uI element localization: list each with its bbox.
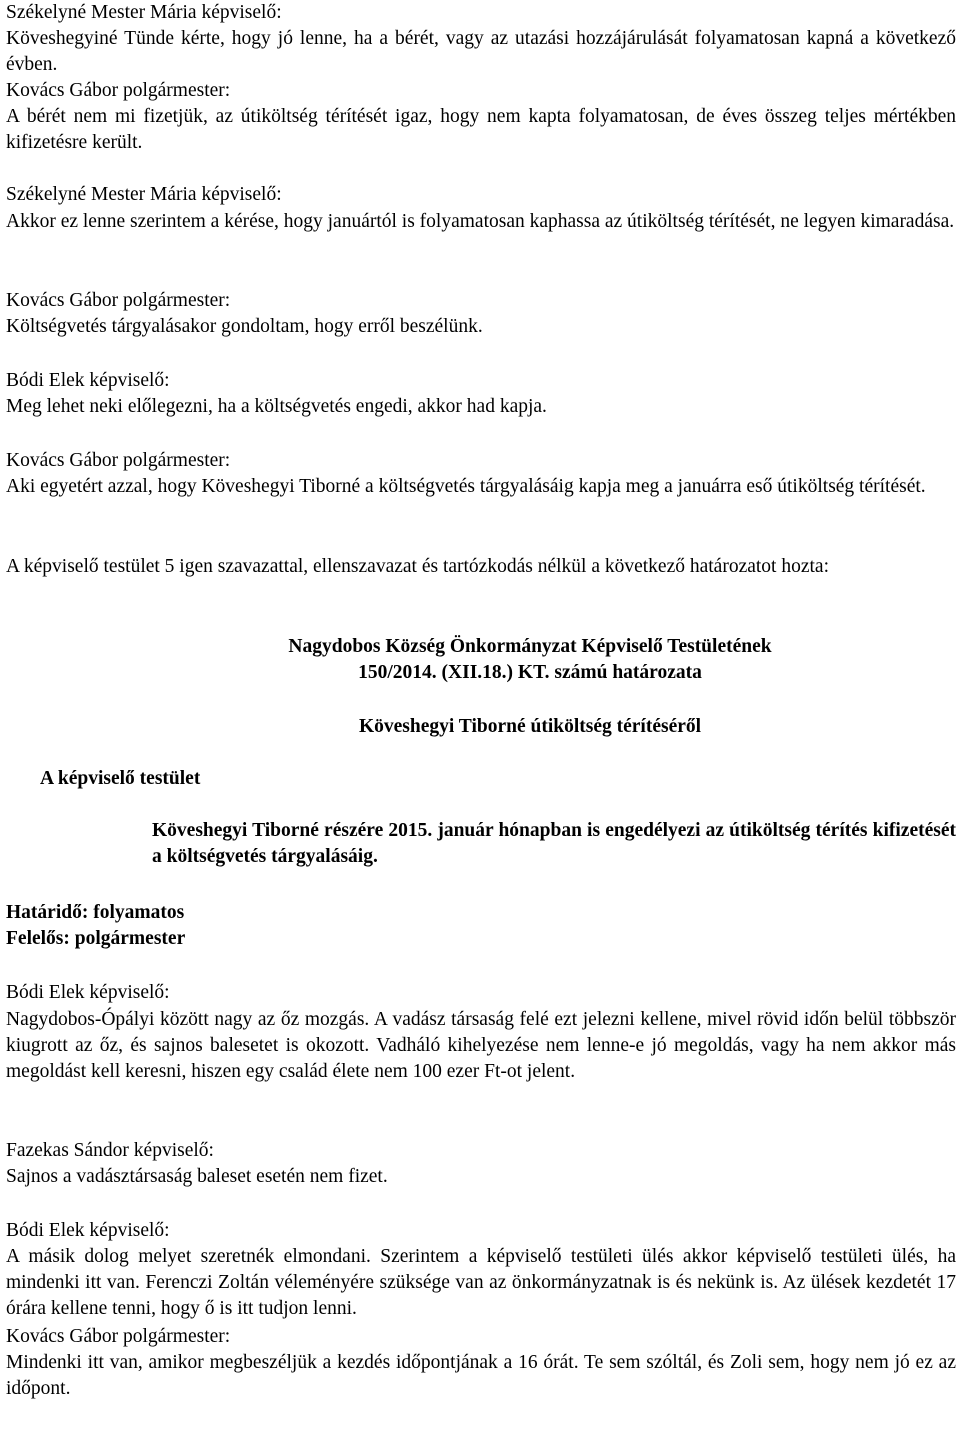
speaker-label: Bódi Elek képviselő: — [6, 982, 170, 1003]
speech-text: Köveshegyiné Tünde kérte, hogy jó lenne, ha a bérét, vagy az utazási hozzájárulását folyamatosan kapná a következő évben. — [6, 28, 956, 75]
speaker-label: Kovács Gábor polgármester: — [6, 1326, 231, 1347]
speech-text: A másik dolog melyet szeretnék elmondani. Szerintem a képviselő testületi ülés akkor képviselő testületi ülés, ha mindenki itt van. Ferenczi Zoltán véleményére szüksége van az önkormányzatnak is és nekünk is. Az ülések kezdetét 17 órára kellene tenni, hogy ő is itt tudjon lenni. — [6, 1246, 956, 1319]
speaker-label: Kovács Gábor polgármester: — [6, 450, 231, 471]
speech-text: A bérét nem mi fizetjük, az útiköltség térítését igaz, hogy nem kapta folyamatosan, de éves összeg teljes mértékben kifizetésre került. — [6, 106, 956, 153]
speaker-label: Fazekas Sándor képviselő: — [6, 1140, 214, 1161]
resolution-subject: Köveshegyi Tiborné útiköltség térítéséről — [358, 716, 702, 737]
speech-text: Akkor ez lenne szerintem a kérése, hogy januártól is folyamatosan kaphassa az útiköltség térítését, ne legyen kimaradása. — [6, 211, 955, 232]
vote-statement: A képviselő testület 5 igen szavazattal, ellenszavazat és tartózkodás nélkül a következő határozatot hozta: — [6, 556, 829, 577]
speaker-label: Bódi Elek képviselő: — [6, 1220, 170, 1241]
speech-text: Költségvetés tárgyalásakor gondoltam, hogy erről beszélünk. — [6, 316, 483, 337]
speech-text: Mindenki itt van, amikor megbeszéljük a kezdés időpontjának a 16 órát. Te sem szóltál, és Zoli sem, hogy nem jó ez az időpont. — [6, 1352, 956, 1399]
speaker-label: Kovács Gábor polgármester: — [6, 80, 231, 101]
speech-text: Sajnos a vadásztársaság baleset esetén nem fizet. — [6, 1166, 388, 1187]
resolution-title-line1: Nagydobos Község Önkormányzat Képviselő Testületének — [288, 636, 772, 657]
speaker-label: Székelyné Mester Mária képviselő: — [6, 2, 282, 23]
resolution-title-line2: 150/2014. (XII.18.) KT. számú határozata — [358, 662, 702, 683]
speech-text: Nagydobos-Ópályi között nagy az őz mozgás. A vadász társaság felé ezt jelezni kellene, mivel rövid időn belül többször kiugrott az őz, és sajnos balesetet is okozott. Vadháló kihelyezése nem lenne-e jó megoldás, vagy ha nem akkor más megoldást kell keresni, hiszen egy család élete nem 100 ezer Ft-ot jelent. — [6, 1009, 956, 1082]
resolution-deadline: Határidő: folyamatos — [6, 902, 185, 923]
speaker-label: Bódi Elek képviselő: — [6, 370, 170, 391]
resolution-body: Köveshegyi Tiborné részére 2015. január hónapban is engedélyezi az útiköltség térítés kifizetését a költségvetés tárgyalásáig. — [152, 820, 956, 867]
speech-text: Aki egyetért azzal, hogy Köveshegyi Tiborné a költségvetés tárgyalásáig kapja meg a januárra eső útiköltség térítését. — [6, 476, 926, 497]
resolution-responsible: Felelős: polgármester — [6, 928, 186, 949]
speaker-label: Székelyné Mester Mária képviselő: — [6, 184, 282, 205]
resolution-body-label: A képviselő testület — [40, 768, 201, 789]
speech-text: Meg lehet neki előlegezni, ha a költségvetés engedi, akkor had kapja. — [6, 396, 547, 417]
speaker-label: Kovács Gábor polgármester: — [6, 290, 231, 311]
